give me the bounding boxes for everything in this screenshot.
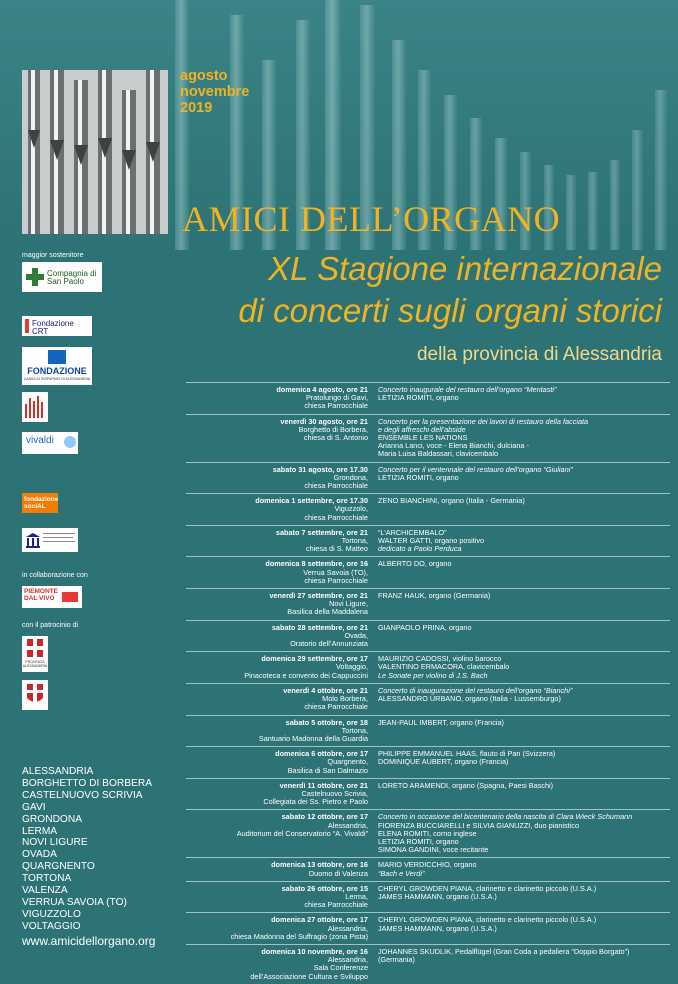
concert-venue: chiesa di S. Antonio <box>303 433 368 443</box>
town-item: ALESSANDRIA <box>22 766 94 777</box>
logo-unesco-club <box>22 528 78 552</box>
concert-performer: PHILIPPE EMMANUEL HAAS, flauto di Pan (Svizzera) <box>378 749 556 759</box>
logo-provincia-text: PROVINCIA ALESSANDRIA <box>22 660 48 668</box>
concert-performer: LETIZIA ROMITI, organo <box>378 472 459 482</box>
concert-venue: chiesa Parrocchiale <box>304 512 368 522</box>
concert-performer: ZENO BIANCHINI, organo (Italia - Germania) <box>378 496 525 506</box>
concert-performer: LETIZIA ROMITI, organo <box>378 393 459 403</box>
concert-venue: Verrua Savoia (TO), <box>303 567 368 577</box>
concert-performer: FRANZ HAUK, organo (Germania) <box>378 591 491 601</box>
concert-when-where <box>186 418 378 459</box>
concert-note: Concerto per il ventennale del restauro dell’organo “Giuliani” <box>378 464 573 474</box>
concert-performer: ELENA ROMITI, corno inglese <box>378 828 477 838</box>
website-link[interactable]: www.amicidellorgano.org <box>22 934 156 948</box>
concert-venue: Tortona, <box>341 725 368 735</box>
concert-performer: Maria Luisa Baldassari, clavicembalo <box>378 449 499 459</box>
concert-venue: Oratorio dell’Annunziata <box>290 639 368 649</box>
concert-when-where <box>186 687 378 712</box>
concert-when-where <box>186 861 378 877</box>
concert-performer: LORETO ARAMENDI, organo (Spagna, Paesi Baschi) <box>378 780 554 790</box>
organ-pipes-background <box>0 0 678 250</box>
concert-venue: chiesa Parrocchiale <box>304 401 368 411</box>
comune-crest-icon <box>22 680 48 710</box>
concert-row <box>186 944 670 984</box>
subtitle-line-2: di concerti sugli organi storici <box>238 292 662 329</box>
concert-venue: Novi Ligure, <box>329 599 368 609</box>
music-bars-icon <box>22 392 48 422</box>
concert-performer: MARIO VERDICCHIO, organo <box>378 860 477 870</box>
town-item: LERMA <box>22 825 58 837</box>
concert-venue: Quargnento, <box>327 757 368 767</box>
concert-venue: Tortona, <box>341 536 368 546</box>
concert-row <box>186 462 670 494</box>
concert-row <box>186 588 670 620</box>
concert-venue: chiesa Parrocchiale <box>304 481 368 491</box>
concert-performer: “L’ARCHICEMBALO” <box>378 527 447 537</box>
town-item: BORGHETTO DI BORBERA <box>22 777 153 789</box>
concert-row <box>186 912 670 944</box>
logo-crt-text: Fondazione CRT <box>32 319 74 336</box>
concert-when-where <box>186 782 378 807</box>
concert-venue: Ovada, <box>344 630 368 640</box>
concert-date: domenica 4 agosto, ore 21 <box>276 385 368 394</box>
concert-performer: MAURIZIO CADOSSI, violino barocco <box>378 654 502 664</box>
concert-performer: JEAN-PAUL IMBERT, organo (Francia) <box>378 717 504 727</box>
concert-performer: DOMINIQUE AUBERT, organo (Francia) <box>378 757 509 767</box>
concert-venue: Collegiata dei Ss. Pietro e Paolo <box>263 797 368 807</box>
concert-row <box>186 683 670 715</box>
logo-fondazione-subtext: CASSA DI RISPARMIO DI ALESSANDRIA <box>23 377 91 381</box>
logo-fondazione-crt <box>22 316 92 336</box>
cra-emblem-icon <box>48 350 66 364</box>
concert-venue: chiesa Parrocchiale <box>304 900 368 910</box>
logo-fondazione-text: FONDAZIONE <box>27 366 87 376</box>
concert-when-where <box>186 719 378 744</box>
date-year: 2019 <box>180 100 213 116</box>
concert-row <box>186 382 670 414</box>
organ-pipes-photo <box>22 70 168 234</box>
unesco-temple-icon <box>25 532 41 548</box>
concert-details <box>378 386 556 411</box>
concert-details <box>378 782 553 807</box>
concert-date: sabato 31 agosto, ore 17.30 <box>272 464 368 474</box>
town-item: VOLTAGGIO <box>22 920 81 932</box>
concert-note: “Bach e Verdi” <box>378 868 425 878</box>
concert-details <box>378 719 504 744</box>
compagnia-cross-icon <box>26 268 44 286</box>
town-item: VALENZA <box>22 885 68 897</box>
concert-venue: chiesa Madonna del Suffragio (zona Pista) <box>230 931 368 941</box>
concert-venue: Molo Borbera, <box>322 694 368 704</box>
concert-details <box>378 948 629 981</box>
concert-date: venerdì 30 agosto, ore 21 <box>280 416 368 426</box>
concert-venue: Duomo di Valenza <box>308 868 368 878</box>
concert-venue: Voltaggio, <box>335 662 368 672</box>
concert-venue: Auditorium del Conservatorio “A. Vivaldi” <box>236 828 368 838</box>
logo-vivaldi-text: vivaldi <box>26 435 54 446</box>
concert-date: domenica 27 ottobre, ore 17 <box>271 915 368 925</box>
concert-note: dedicato a Paolo Perduca <box>378 544 462 554</box>
concert-details <box>378 560 452 585</box>
concert-performer: VALENTINO ERMACORA, clavicembalo <box>378 662 510 672</box>
concert-date: domenica 29 settembre, ore 17 <box>261 654 368 664</box>
concert-when-where <box>186 560 378 585</box>
concert-date: sabato 7 settembre, ore 21 <box>275 527 368 537</box>
concert-venue: Santuario Madonna della Guardia <box>258 733 368 743</box>
concert-note: Le Sonate per violino di J.S. Bach <box>378 670 488 680</box>
concert-row <box>186 881 670 913</box>
concert-details <box>378 885 596 910</box>
concert-note: Concerto per la presentazione dei lavori di restauro della facciata <box>378 416 589 426</box>
logo-vivaldi <box>22 432 78 454</box>
concert-performer: JOHANNES SKUDLIK, Pedalflügel (Gran Coda a pedaliera “Doppio Borgato”) <box>378 946 630 956</box>
town-item: NOVI LIGURE <box>22 837 88 849</box>
label-collaboration: in collaborazione con <box>22 572 88 579</box>
concert-row <box>186 525 670 557</box>
concert-performer: ALESSANDRO URBANO, organo (Italia - Lussemburgo) <box>378 694 561 704</box>
concert-when-where <box>186 750 378 775</box>
town-item: GRONDONA <box>22 813 82 825</box>
concert-date: venerdì 4 ottobre, ore 21 <box>283 685 368 695</box>
concert-venue: Pinacoteca e convento dei Cappuccini <box>244 670 368 680</box>
town-item: VERRUA SAVOIA (TO) <box>22 896 127 908</box>
logo-compagnia-text: Compagnia di San Paolo <box>47 269 97 286</box>
concert-row <box>186 493 670 525</box>
concert-venue: Basilica della Maddalena <box>287 607 368 617</box>
concert-when-where <box>186 948 378 981</box>
concert-details <box>378 592 490 617</box>
logo-piemonte-text: PIEMONTE DAL VIVO <box>24 588 58 602</box>
concert-performer: SIMONA GANDINI, voce recitante <box>378 845 489 855</box>
concert-row <box>186 620 670 652</box>
concert-venue: Basilica di San Dalmazio <box>287 765 368 775</box>
concert-note: Concerto in occasione del bicentenario della nascita di Clara Wieck Schumann <box>378 812 633 822</box>
concert-row <box>186 778 670 810</box>
concert-row <box>186 715 670 747</box>
town-item: QUARGNENTO <box>22 861 95 873</box>
concert-date: domenica 6 ottobre, ore 17 <box>275 749 368 759</box>
concert-details <box>378 497 525 522</box>
concert-venue: Grondona, <box>333 472 368 482</box>
concert-performer: JAMES HAMMANN, organo (U.S.A.) <box>378 923 497 933</box>
concert-venue: Alessandria, <box>327 955 368 965</box>
logo-music-bars <box>22 392 48 422</box>
concert-performer: GIANPAOLO PRINA, organo <box>378 622 472 632</box>
concert-date: venerdì 11 ottobre, ore 21 <box>279 780 368 790</box>
date-month-start: agosto <box>180 68 228 84</box>
concert-when-where <box>186 813 378 854</box>
concert-when-where <box>186 624 378 649</box>
concert-row <box>186 746 670 778</box>
concert-venue: chiesa Parrocchiale <box>304 575 368 585</box>
concert-details <box>378 655 509 680</box>
logo-compagnia-san-paolo <box>22 262 102 292</box>
concert-row <box>186 651 670 683</box>
concert-date: domenica 8 settembre, ore 16 <box>265 559 368 569</box>
concert-venue: Lerma, <box>345 891 368 901</box>
concert-row <box>186 857 670 880</box>
concert-performer: CHERYL GROWDEN PIANA, clarinetto e clarinetto piccolo (U.S.A.) <box>378 883 597 893</box>
logo-fondazione-cra <box>22 347 92 385</box>
concert-when-where <box>186 386 378 411</box>
concert-when-where <box>186 529 378 554</box>
date-month-end: novembre <box>180 84 250 100</box>
concert-performer: Arianna Lanci, voce - Elena Bianchi, dulciana - <box>378 441 529 451</box>
concert-schedule <box>186 382 670 984</box>
label-patronage: con il patrocinio di <box>22 622 79 629</box>
concert-venue: Pratolungo di Gavi, <box>305 393 368 403</box>
concert-date: domenica 13 ottobre, ore 16 <box>271 860 368 870</box>
concert-venue: Alessandria, <box>327 820 368 830</box>
concert-note: Concerto di inaugurazione del restauro dell’organo “Bianchi” <box>378 685 573 695</box>
concert-performer: ALBERTO DO, organo <box>378 559 452 569</box>
concert-row <box>186 414 670 462</box>
concert-details <box>378 418 588 459</box>
town-item: TORTONA <box>22 873 72 885</box>
label-main-sponsor: maggior sostenitore <box>22 252 84 259</box>
concert-venue: Borghetto di Borbera, <box>298 424 368 434</box>
concert-venue: Sala Conferenze <box>313 963 368 973</box>
concert-row <box>186 809 670 857</box>
concert-details <box>378 750 555 775</box>
concert-details <box>378 624 472 649</box>
concert-venue: Viguzzolo, <box>334 504 368 514</box>
concert-when-where <box>186 466 378 491</box>
concert-note: e degli affreschi dell’abside <box>378 424 466 434</box>
vivaldi-emblem-icon <box>64 436 76 448</box>
concert-when-where <box>186 497 378 522</box>
concert-venue: Alessandria, <box>327 923 368 933</box>
town-item: VIGUZZOLO <box>22 908 81 920</box>
subtitle-line-3: della provincia di Alessandria <box>416 344 662 365</box>
logo-social-text: fondazione sociAL <box>24 496 58 510</box>
concert-details <box>378 687 572 712</box>
town-item: CASTELNUOVO SCRIVIA <box>22 789 143 801</box>
concert-when-where <box>186 885 378 910</box>
concert-venue: chiesa Parrocchiale <box>304 702 368 712</box>
towns-list <box>22 766 152 933</box>
concert-venue: dell’Associazione Cultura e Sviluppo <box>250 971 368 981</box>
concert-details <box>378 861 477 877</box>
concert-performer: WALTER GATTI, organo positivo <box>378 536 485 546</box>
concert-date: sabato 5 ottobre, ore 18 <box>285 717 368 727</box>
main-title: AMICI DELL’ORGANO <box>182 199 561 239</box>
crt-bar-icon <box>25 319 29 333</box>
logo-piemonte-dal-vivo <box>22 586 82 608</box>
concert-row <box>186 556 670 588</box>
concert-performer: LETIZIA ROMITI, organo <box>378 836 459 846</box>
town-item: OVADA <box>22 849 57 861</box>
concert-performer: CHERYL GROWDEN PIANA, clarinetto e clarinetto piccolo (U.S.A.) <box>378 915 597 925</box>
concert-when-where <box>186 655 378 680</box>
concert-date: domenica 10 novembre, ore 16 <box>261 946 368 956</box>
logo-provincia-alessandria <box>22 636 48 672</box>
concert-performer: JAMES HAMMANN, organo (U.S.A.) <box>378 891 497 901</box>
logo-fondazione-social <box>22 493 58 513</box>
concert-when-where <box>186 592 378 617</box>
concert-date: sabato 26 ottobre, ore 15 <box>281 883 368 893</box>
concert-venue: chiesa di S. Matteo <box>305 544 368 554</box>
piemonte-region-icon <box>62 592 78 602</box>
concert-details <box>378 916 596 941</box>
concert-details <box>378 813 632 854</box>
subtitle-line-1: XL Stagione internazionale <box>268 250 662 287</box>
town-item: GAVI <box>22 801 46 813</box>
concert-venue: Castelnuovo Scrivia, <box>301 788 368 798</box>
concert-performer: (Germania) <box>378 955 415 965</box>
concert-when-where <box>186 916 378 941</box>
concert-date: sabato 12 ottobre, ore 17 <box>281 812 368 822</box>
concert-date: sabato 28 settembre, ore 21 <box>271 622 368 632</box>
concert-date: domenica 1 settembre, ore 17.30 <box>255 496 368 506</box>
concert-details <box>378 466 573 491</box>
season-dates <box>180 68 249 116</box>
concert-date: venerdì 27 settembre, ore 21 <box>269 591 368 601</box>
concert-performer: FIORENZA BUCCIARELLI e SILVIA GIANUZZI, duo pianistico <box>378 820 580 830</box>
concert-details <box>378 529 484 554</box>
logo-comune-alessandria <box>22 680 48 710</box>
concert-note: Concerto inaugurale del restauro dell’organo “Mentasti” <box>378 385 557 394</box>
concert-performer: ENSEMBLE LES NATIONS <box>378 433 468 443</box>
